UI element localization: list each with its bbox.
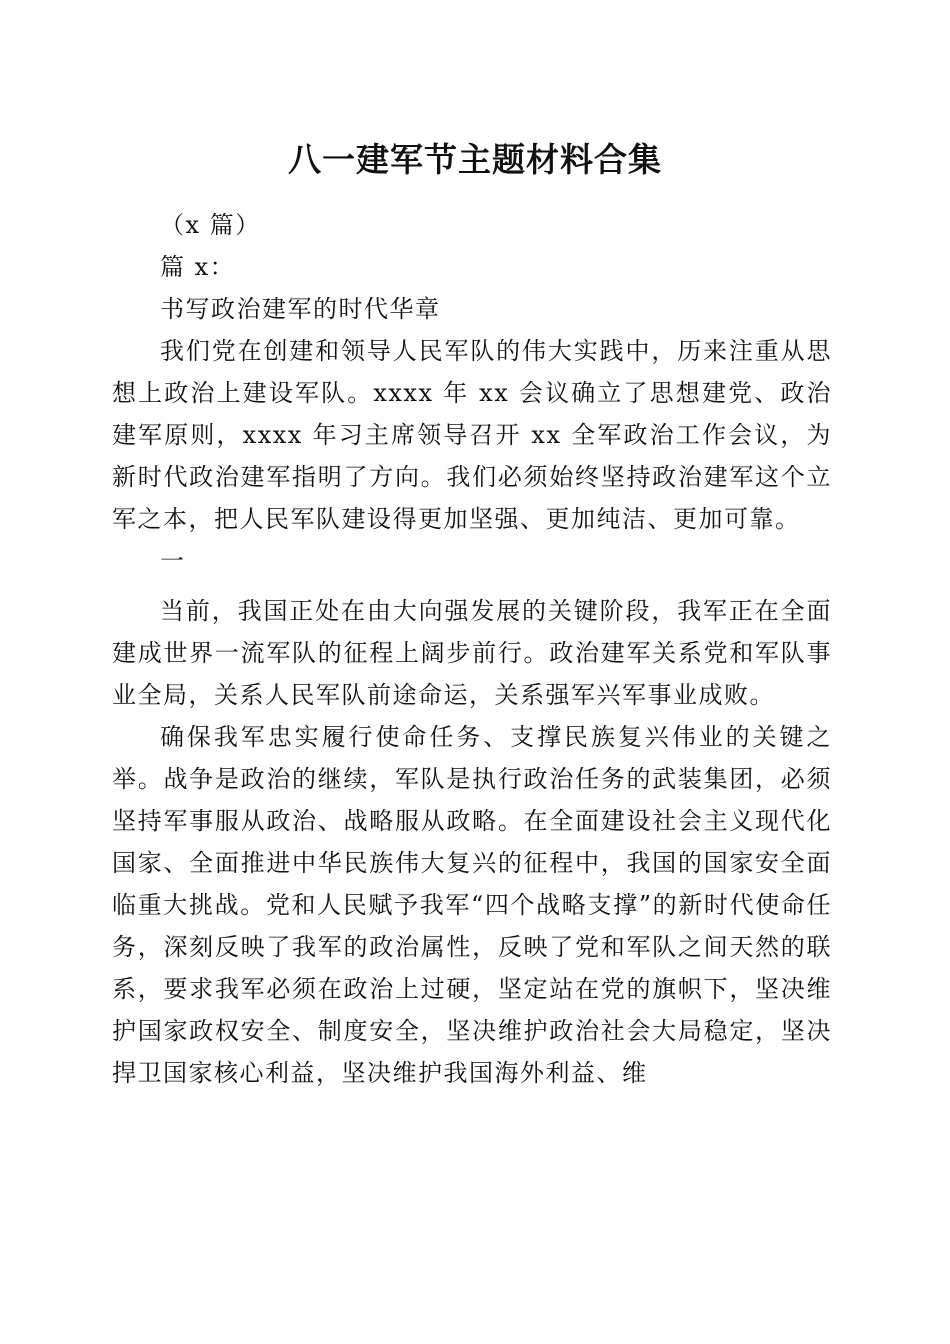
section-marker: 一 <box>160 547 186 575</box>
paragraph-mission: 确保我军忠实履行使命任务、支撑民族复兴伟业的关键之举。战争是政治的继续，军队是执行政治任务的武装集团，必须坚持军事服从政治、战略服从政略。在全面建设社会主义现代化国家、全面推进中华民族伟大复兴的征程中，我国的国家安全面临重大挑战。党和人民赋予我军“四个战略支撑”的新时代使命任务，深刻反映了我军的政治属性，反映了党和军队之间天然的联系，要求我军必须在政治上过硬，坚定站在党的旗帜下，坚决维护国家政权安全、制度安全，坚决维护政治社会大局稳定，坚决捍卫国家核心利益，坚决维护我国海外利益、维 <box>112 723 832 1087</box>
count-line: （x 篇） <box>160 211 261 239</box>
document-title: 八一建军节主题材料合集 <box>288 140 662 179</box>
paragraph-intro: 我们党在创建和领导人民军队的伟大实践中，历来注重从思想上政治上建设军队。xxxx 年 xx 会议确立了思想建党、政治建军原则，xxxx 年习主席领导召开 xx 全军政治工作会议，为新时代政治建军指明了方向。我们必须始终坚持政治建军这个立军之本，把人民军队建设得更加坚强、更加纯洁、更加可靠。 <box>112 337 832 533</box>
part-label: 篇 x： <box>160 253 236 281</box>
article-title: 书写政治建军的时代华章 <box>160 295 441 323</box>
paragraph-current-stage: 当前，我国正处在由大向强发展的关键阶段，我军正在全面建成世界一流军队的征程上阔步前行。政治建军关系党和军队事业全局，关系人民军队前途命运，关系强军兴军事业成败。 <box>112 597 832 709</box>
document-body <box>112 204 832 1094</box>
